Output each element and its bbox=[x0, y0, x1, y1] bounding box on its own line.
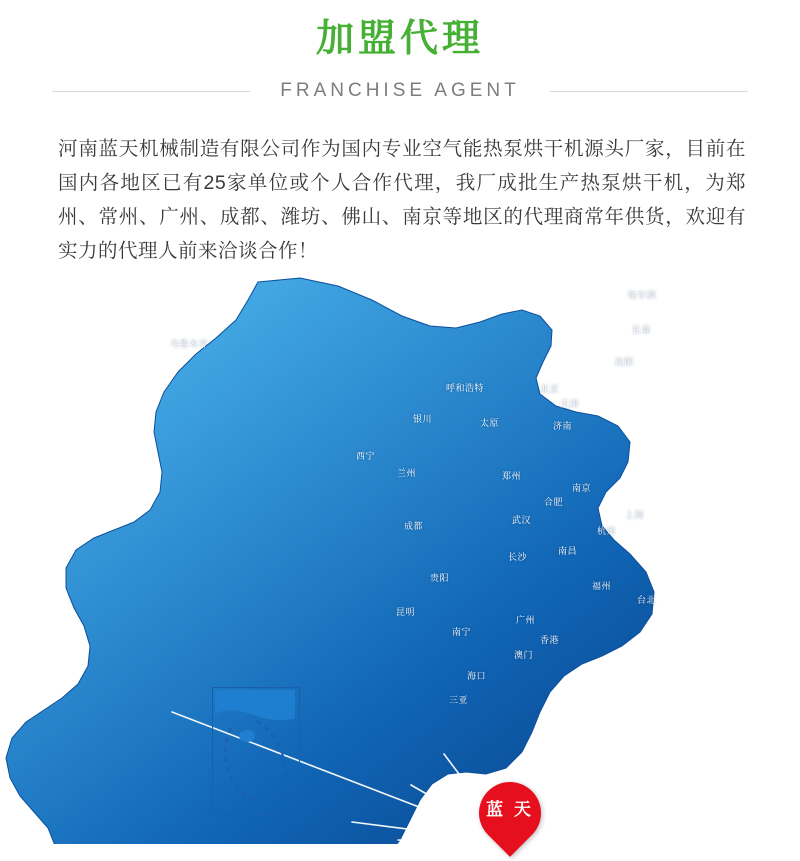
page-title: 加盟代理 bbox=[315, 18, 484, 60]
map-city-label: 澳门 bbox=[514, 650, 534, 660]
divider-left bbox=[52, 91, 250, 92]
china-map bbox=[0, 274, 800, 844]
map-city-label: 济南 bbox=[553, 421, 573, 431]
description-text: 河南蓝天机械制造有限公司作为国内专业空气能热泵烘干机源头厂家，目前在国内各地区已有25家单位或个人合作代理，我厂成批生产热泵烘干机，为郑州、常州、广州、成都、潍坊、佛山、南京等地区的代理商常年供货，欢迎有实力的代理人前来洽谈合作！ bbox=[58, 138, 746, 262]
map-city-label: 北京 bbox=[540, 384, 560, 394]
subtitle-row bbox=[0, 74, 800, 108]
map-city-label: 台北 bbox=[637, 595, 657, 605]
page-header bbox=[0, 0, 800, 108]
map-city-label: 郑州 bbox=[502, 471, 522, 481]
map-city-label: 南京 bbox=[572, 483, 592, 493]
china-map-svg bbox=[0, 274, 800, 844]
map-city-label: 银川 bbox=[413, 414, 433, 424]
map-city-label: 乌鲁木齐 bbox=[170, 339, 209, 349]
map-city-label: 西宁 bbox=[356, 451, 376, 461]
map-city-label: 南昌 bbox=[558, 546, 578, 556]
map-city-label: 海口 bbox=[467, 671, 487, 681]
south-china-sea-inset bbox=[212, 687, 300, 814]
map-city-label: 太原 bbox=[480, 418, 500, 428]
map-city-label: 沈阳 bbox=[615, 357, 635, 367]
map-city-label: 长沙 bbox=[508, 552, 528, 562]
map-city-label: 长春 bbox=[632, 325, 652, 335]
page-subtitle: FRANCHISE AGENT bbox=[262, 74, 537, 108]
map-city-label: 兰州 bbox=[397, 468, 417, 478]
map-city-label: 昆明 bbox=[396, 607, 416, 617]
map-city-label: 贵阳 bbox=[430, 573, 450, 583]
map-city-label: 天津 bbox=[560, 399, 580, 409]
map-city-label: 南宁 bbox=[452, 627, 472, 637]
inset-svg bbox=[213, 688, 297, 811]
hq-marker[interactable] bbox=[479, 782, 541, 844]
map-city-label: 广州 bbox=[516, 615, 536, 625]
map-city-label: 上海 bbox=[625, 510, 645, 520]
map-city-label: 合肥 bbox=[544, 497, 564, 507]
map-city-label: 三亚 bbox=[449, 695, 469, 705]
map-city-label: 杭州 bbox=[597, 526, 617, 536]
map-city-label: 香港 bbox=[540, 635, 560, 645]
map-city-label: 成都 bbox=[404, 521, 424, 531]
map-city-label: 武汉 bbox=[512, 515, 532, 525]
map-city-label: 福州 bbox=[592, 581, 612, 591]
map-city-label: 呼和浩特 bbox=[446, 383, 485, 393]
map-city-label: 哈尔滨 bbox=[628, 290, 657, 300]
hq-marker-label: 蓝 天 bbox=[486, 800, 534, 819]
divider-right bbox=[550, 91, 748, 92]
